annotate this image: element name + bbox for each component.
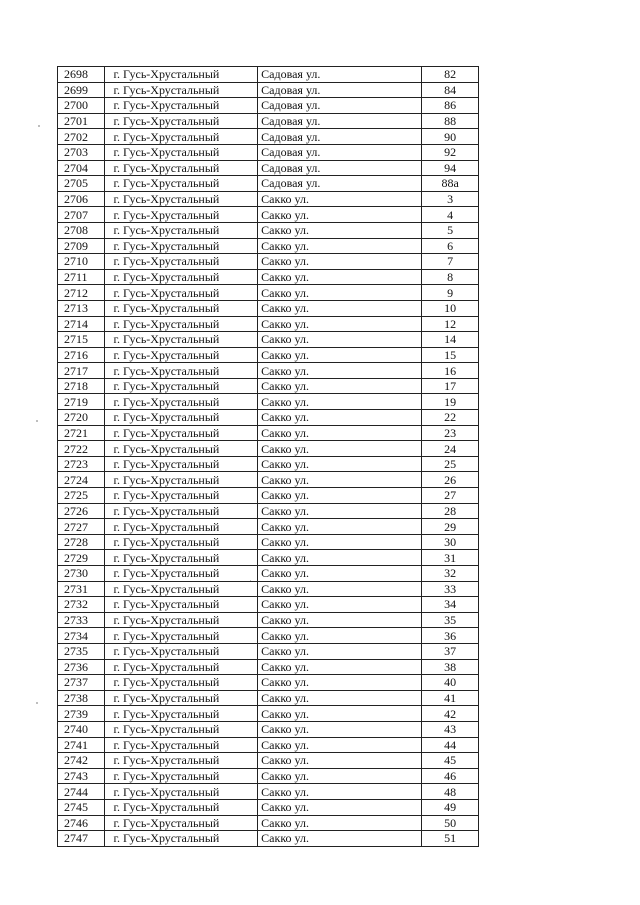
street-cell: Сакко ул. <box>258 550 422 566</box>
city-cell: г. Гусь-Хрустальный <box>105 643 258 659</box>
address-table <box>57 66 479 847</box>
row-number-cell: 2727 <box>58 519 105 535</box>
table-row <box>58 581 479 597</box>
house-number-cell: 42 <box>422 706 479 722</box>
row-number-cell: 2700 <box>58 98 105 114</box>
table-row <box>58 550 479 566</box>
city-cell: г. Гусь-Хрустальный <box>105 160 258 176</box>
table-row <box>58 378 479 394</box>
street-cell: Сакко ул. <box>258 300 422 316</box>
street-cell: Сакко ул. <box>258 394 422 410</box>
row-number-cell: 2706 <box>58 191 105 207</box>
table-row <box>58 737 479 753</box>
city-cell: г. Гусь-Хрустальный <box>105 815 258 831</box>
table-row <box>58 659 479 675</box>
table-row <box>58 285 479 301</box>
street-cell: Садовая ул. <box>258 67 422 83</box>
street-cell: Сакко ул. <box>258 503 422 519</box>
house-number-cell: 30 <box>422 534 479 550</box>
street-cell: Сакко ул. <box>258 519 422 535</box>
house-number-cell: 49 <box>422 799 479 815</box>
row-number-cell: 2702 <box>58 129 105 145</box>
house-number-cell: 3 <box>422 191 479 207</box>
row-number-cell: 2726 <box>58 503 105 519</box>
house-number-cell: 32 <box>422 566 479 582</box>
row-number-cell: 2714 <box>58 316 105 332</box>
scan-speck <box>38 125 40 127</box>
row-number-cell: 2707 <box>58 207 105 223</box>
house-number-cell: 15 <box>422 347 479 363</box>
scan-speck <box>36 420 38 422</box>
table-row <box>58 831 479 847</box>
table-row <box>58 456 479 472</box>
table-row <box>58 519 479 535</box>
city-cell: г. Гусь-Хрустальный <box>105 332 258 348</box>
city-cell: г. Гусь-Хрустальный <box>105 659 258 675</box>
street-cell: Сакко ул. <box>258 690 422 706</box>
house-number-cell: 16 <box>422 363 479 379</box>
city-cell: г. Гусь-Хрустальный <box>105 784 258 800</box>
house-number-cell: 31 <box>422 550 479 566</box>
street-cell: Сакко ул. <box>258 768 422 784</box>
row-number-cell: 2746 <box>58 815 105 831</box>
house-number-cell: 17 <box>422 378 479 394</box>
row-number-cell: 2733 <box>58 612 105 628</box>
street-cell: Сакко ул. <box>258 254 422 270</box>
house-number-cell: 38 <box>422 659 479 675</box>
table-row <box>58 129 479 145</box>
row-number-cell: 2728 <box>58 534 105 550</box>
city-cell: г. Гусь-Хрустальный <box>105 269 258 285</box>
table-row <box>58 113 479 129</box>
row-number-cell: 2735 <box>58 643 105 659</box>
row-number-cell: 2721 <box>58 425 105 441</box>
table-row <box>58 597 479 613</box>
street-cell: Садовая ул. <box>258 98 422 114</box>
house-number-cell: 10 <box>422 300 479 316</box>
row-number-cell: 2722 <box>58 441 105 457</box>
table-row <box>58 721 479 737</box>
city-cell: г. Гусь-Хрустальный <box>105 581 258 597</box>
city-cell: г. Гусь-Хрустальный <box>105 488 258 504</box>
row-number-cell: 2731 <box>58 581 105 597</box>
house-number-cell: 7 <box>422 254 479 270</box>
house-number-cell: 26 <box>422 472 479 488</box>
street-cell: Сакко ул. <box>258 612 422 628</box>
city-cell: г. Гусь-Хрустальный <box>105 566 258 582</box>
row-number-cell: 2703 <box>58 144 105 160</box>
street-cell: Садовая ул. <box>258 129 422 145</box>
street-cell: Сакко ул. <box>258 815 422 831</box>
city-cell: г. Гусь-Хрустальный <box>105 238 258 254</box>
street-cell: Сакко ул. <box>258 597 422 613</box>
street-cell: Сакко ул. <box>258 721 422 737</box>
row-number-cell: 2709 <box>58 238 105 254</box>
row-number-cell: 2734 <box>58 628 105 644</box>
house-number-cell: 41 <box>422 690 479 706</box>
street-cell: Сакко ул. <box>258 628 422 644</box>
house-number-cell: 48 <box>422 784 479 800</box>
house-number-cell: 33 <box>422 581 479 597</box>
row-number-cell: 2710 <box>58 254 105 270</box>
street-cell: Сакко ул. <box>258 191 422 207</box>
table-row <box>58 300 479 316</box>
house-number-cell: 43 <box>422 721 479 737</box>
table-row <box>58 410 479 426</box>
house-number-cell: 94 <box>422 160 479 176</box>
table-row <box>58 347 479 363</box>
street-cell: Сакко ул. <box>258 207 422 223</box>
table-row <box>58 98 479 114</box>
city-cell: г. Гусь-Хрустальный <box>105 425 258 441</box>
city-cell: г. Гусь-Хрустальный <box>105 113 258 129</box>
city-cell: г. Гусь-Хрустальный <box>105 82 258 98</box>
city-cell: г. Гусь-Хрустальный <box>105 363 258 379</box>
table-row <box>58 472 479 488</box>
scan-speck <box>36 702 38 704</box>
row-number-cell: 2730 <box>58 566 105 582</box>
house-number-cell: 86 <box>422 98 479 114</box>
row-number-cell: 2712 <box>58 285 105 301</box>
row-number-cell: 2729 <box>58 550 105 566</box>
row-number-cell: 2701 <box>58 113 105 129</box>
row-number-cell: 2732 <box>58 597 105 613</box>
street-cell: Сакко ул. <box>258 659 422 675</box>
row-number-cell: 2739 <box>58 706 105 722</box>
table-row <box>58 332 479 348</box>
city-cell: г. Гусь-Хрустальный <box>105 207 258 223</box>
table-row <box>58 222 479 238</box>
house-number-cell: 36 <box>422 628 479 644</box>
street-cell: Сакко ул. <box>258 566 422 582</box>
house-number-cell: 92 <box>422 144 479 160</box>
table-row <box>58 363 479 379</box>
table-row <box>58 488 479 504</box>
street-cell: Сакко ул. <box>258 472 422 488</box>
house-number-cell: 35 <box>422 612 479 628</box>
street-cell: Садовая ул. <box>258 113 422 129</box>
street-cell: Сакко ул. <box>258 410 422 426</box>
row-number-cell: 2740 <box>58 721 105 737</box>
street-cell: Сакко ул. <box>258 332 422 348</box>
house-number-cell: 90 <box>422 129 479 145</box>
table-row <box>58 690 479 706</box>
table-row <box>58 643 479 659</box>
city-cell: г. Гусь-Хрустальный <box>105 690 258 706</box>
city-cell: г. Гусь-Хрустальный <box>105 519 258 535</box>
row-number-cell: 2711 <box>58 269 105 285</box>
house-number-cell: 45 <box>422 753 479 769</box>
row-number-cell: 2717 <box>58 363 105 379</box>
street-cell: Сакко ул. <box>258 347 422 363</box>
city-cell: г. Гусь-Хрустальный <box>105 144 258 160</box>
table-row <box>58 316 479 332</box>
city-cell: г. Гусь-Хрустальный <box>105 472 258 488</box>
street-cell: Садовая ул. <box>258 82 422 98</box>
street-cell: Сакко ул. <box>258 488 422 504</box>
row-number-cell: 2723 <box>58 456 105 472</box>
city-cell: г. Гусь-Хрустальный <box>105 394 258 410</box>
street-cell: Сакко ул. <box>258 581 422 597</box>
table-row <box>58 160 479 176</box>
street-cell: Сакко ул. <box>258 456 422 472</box>
house-number-cell: 82 <box>422 67 479 83</box>
table-row <box>58 628 479 644</box>
city-cell: г. Гусь-Хрустальный <box>105 534 258 550</box>
house-number-cell: 50 <box>422 815 479 831</box>
city-cell: г. Гусь-Хрустальный <box>105 441 258 457</box>
house-number-cell: 37 <box>422 643 479 659</box>
house-number-cell: 51 <box>422 831 479 847</box>
street-cell: Сакко ул. <box>258 363 422 379</box>
house-number-cell: 8 <box>422 269 479 285</box>
table-row <box>58 753 479 769</box>
table-row <box>58 675 479 691</box>
street-cell: Сакко ул. <box>258 831 422 847</box>
street-cell: Сакко ул. <box>258 706 422 722</box>
house-number-cell: 22 <box>422 410 479 426</box>
row-number-cell: 2705 <box>58 176 105 192</box>
street-cell: Сакко ул. <box>258 784 422 800</box>
table-row <box>58 191 479 207</box>
row-number-cell: 2725 <box>58 488 105 504</box>
street-cell: Сакко ул. <box>258 316 422 332</box>
row-number-cell: 2699 <box>58 82 105 98</box>
table-row <box>58 784 479 800</box>
table-row <box>58 441 479 457</box>
row-number-cell: 2698 <box>58 67 105 83</box>
city-cell: г. Гусь-Хрустальный <box>105 191 258 207</box>
row-number-cell: 2737 <box>58 675 105 691</box>
row-number-cell: 2736 <box>58 659 105 675</box>
table-row <box>58 534 479 550</box>
street-cell: Сакко ул. <box>258 534 422 550</box>
street-cell: Сакко ул. <box>258 799 422 815</box>
house-number-cell: 23 <box>422 425 479 441</box>
street-cell: Сакко ул. <box>258 269 422 285</box>
table-row <box>58 254 479 270</box>
street-cell: Сакко ул. <box>258 753 422 769</box>
table-row <box>58 67 479 83</box>
city-cell: г. Гусь-Хрустальный <box>105 799 258 815</box>
table-row <box>58 503 479 519</box>
street-cell: Садовая ул. <box>258 176 422 192</box>
address-table-body <box>58 67 479 847</box>
city-cell: г. Гусь-Хрустальный <box>105 222 258 238</box>
row-number-cell: 2718 <box>58 378 105 394</box>
house-number-cell: 34 <box>422 597 479 613</box>
street-cell: Сакко ул. <box>258 441 422 457</box>
table-row <box>58 566 479 582</box>
table-row <box>58 612 479 628</box>
street-cell: Сакко ул. <box>258 238 422 254</box>
street-cell: Сакко ул. <box>258 425 422 441</box>
city-cell: г. Гусь-Хрустальный <box>105 129 258 145</box>
house-number-cell: 88а <box>422 176 479 192</box>
table-row <box>58 269 479 285</box>
house-number-cell: 19 <box>422 394 479 410</box>
house-number-cell: 28 <box>422 503 479 519</box>
city-cell: г. Гусь-Хрустальный <box>105 753 258 769</box>
city-cell: г. Гусь-Хрустальный <box>105 410 258 426</box>
table-row <box>58 207 479 223</box>
house-number-cell: 88 <box>422 113 479 129</box>
city-cell: г. Гусь-Хрустальный <box>105 768 258 784</box>
table-row <box>58 238 479 254</box>
house-number-cell: 46 <box>422 768 479 784</box>
city-cell: г. Гусь-Хрустальный <box>105 706 258 722</box>
row-number-cell: 2745 <box>58 799 105 815</box>
row-number-cell: 2744 <box>58 784 105 800</box>
city-cell: г. Гусь-Хрустальный <box>105 254 258 270</box>
city-cell: г. Гусь-Хрустальный <box>105 597 258 613</box>
street-cell: Сакко ул. <box>258 643 422 659</box>
house-number-cell: 12 <box>422 316 479 332</box>
city-cell: г. Гусь-Хрустальный <box>105 285 258 301</box>
row-number-cell: 2713 <box>58 300 105 316</box>
city-cell: г. Гусь-Хрустальный <box>105 675 258 691</box>
row-number-cell: 2741 <box>58 737 105 753</box>
row-number-cell: 2704 <box>58 160 105 176</box>
table-row <box>58 768 479 784</box>
row-number-cell: 2724 <box>58 472 105 488</box>
house-number-cell: 24 <box>422 441 479 457</box>
city-cell: г. Гусь-Хрустальный <box>105 456 258 472</box>
house-number-cell: 40 <box>422 675 479 691</box>
house-number-cell: 9 <box>422 285 479 301</box>
city-cell: г. Гусь-Хрустальный <box>105 176 258 192</box>
table-row <box>58 176 479 192</box>
table-row <box>58 815 479 831</box>
house-number-cell: 5 <box>422 222 479 238</box>
street-cell: Сакко ул. <box>258 222 422 238</box>
house-number-cell: 44 <box>422 737 479 753</box>
street-cell: Сакко ул. <box>258 675 422 691</box>
table-row <box>58 706 479 722</box>
city-cell: г. Гусь-Хрустальный <box>105 347 258 363</box>
city-cell: г. Гусь-Хрустальный <box>105 67 258 83</box>
city-cell: г. Гусь-Хрустальный <box>105 612 258 628</box>
row-number-cell: 2708 <box>58 222 105 238</box>
house-number-cell: 84 <box>422 82 479 98</box>
row-number-cell: 2715 <box>58 332 105 348</box>
house-number-cell: 14 <box>422 332 479 348</box>
house-number-cell: 29 <box>422 519 479 535</box>
table-row <box>58 425 479 441</box>
city-cell: г. Гусь-Хрустальный <box>105 503 258 519</box>
city-cell: г. Гусь-Хрустальный <box>105 98 258 114</box>
street-cell: Сакко ул. <box>258 737 422 753</box>
row-number-cell: 2743 <box>58 768 105 784</box>
table-row <box>58 394 479 410</box>
row-number-cell: 2742 <box>58 753 105 769</box>
house-number-cell: 25 <box>422 456 479 472</box>
row-number-cell: 2719 <box>58 394 105 410</box>
street-cell: Сакко ул. <box>258 378 422 394</box>
city-cell: г. Гусь-Хрустальный <box>105 378 258 394</box>
row-number-cell: 2738 <box>58 690 105 706</box>
house-number-cell: 4 <box>422 207 479 223</box>
table-row <box>58 82 479 98</box>
city-cell: г. Гусь-Хрустальный <box>105 831 258 847</box>
city-cell: г. Гусь-Хрустальный <box>105 737 258 753</box>
row-number-cell: 2747 <box>58 831 105 847</box>
table-row <box>58 144 479 160</box>
row-number-cell: 2720 <box>58 410 105 426</box>
city-cell: г. Гусь-Хрустальный <box>105 316 258 332</box>
house-number-cell: 6 <box>422 238 479 254</box>
city-cell: г. Гусь-Хрустальный <box>105 628 258 644</box>
row-number-cell: 2716 <box>58 347 105 363</box>
table-row <box>58 799 479 815</box>
street-cell: Сакко ул. <box>258 285 422 301</box>
street-cell: Садовая ул. <box>258 144 422 160</box>
house-number-cell: 27 <box>422 488 479 504</box>
city-cell: г. Гусь-Хрустальный <box>105 550 258 566</box>
city-cell: г. Гусь-Хрустальный <box>105 300 258 316</box>
city-cell: г. Гусь-Хрустальный <box>105 721 258 737</box>
street-cell: Садовая ул. <box>258 160 422 176</box>
